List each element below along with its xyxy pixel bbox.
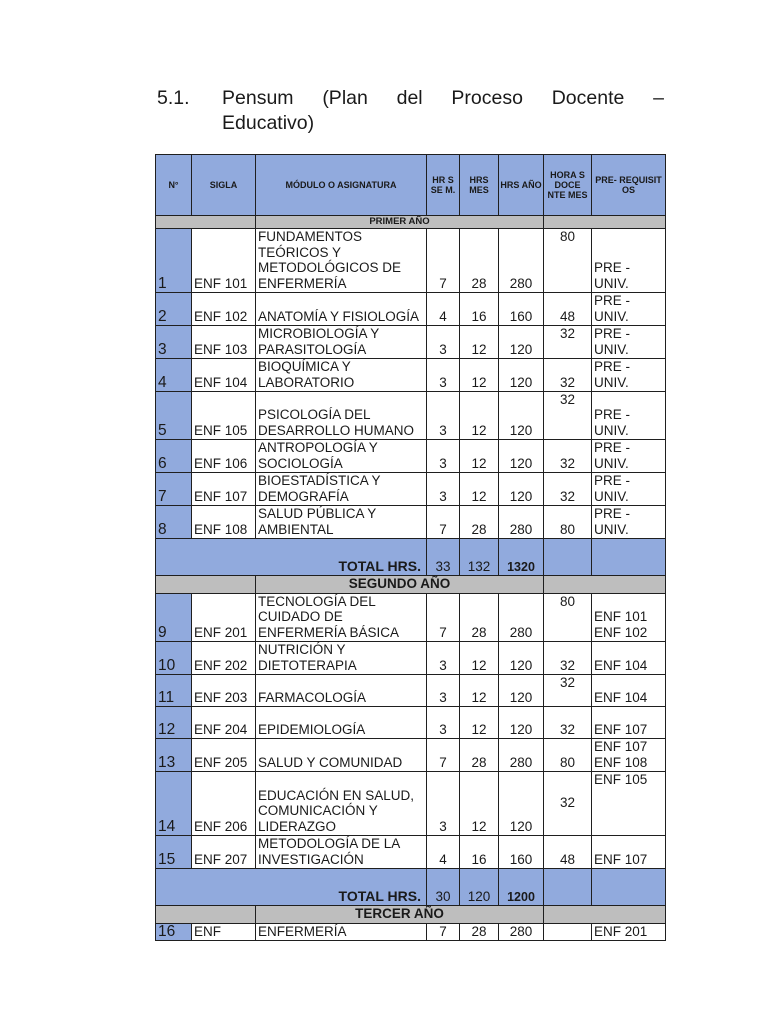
row-module-name: ANATOMÍA Y FISIOLOGÍA [256,293,427,326]
row-hours-year: 160 [499,836,544,869]
row-number: 10 [156,642,192,675]
row-sigla: ENF 205 [192,739,256,772]
row-module-name: EPIDEMIOLOGÍA [256,707,427,739]
section-heading-line-2: Educativo) [222,112,315,134]
row-hours-year: 120 [499,440,544,473]
row-hours-week: 4 [427,836,460,869]
year-separator-blank [544,216,666,229]
row-hours-week: 7 [427,739,460,772]
row-hours-month: 16 [460,836,499,869]
total-hours-month: 132 [460,539,499,576]
year-separator-blank [156,906,256,924]
row-prerequisites: PRE - UNIV. [592,392,666,440]
column-header: N° [156,155,192,216]
row-hours-week: 3 [427,642,460,675]
row-module-name: PSICOLOGÍA DEL DESARROLLO HUMANO [256,392,427,440]
row-sigla: ENF 103 [192,326,256,359]
year-separator-blank [156,216,256,229]
section-heading [157,86,664,136]
row-number: 7 [156,473,192,506]
table-row [156,229,666,293]
row-hours-week: 7 [427,593,460,642]
row-module-name: ANTROPOLOGÍA Y SOCIOLOGÍA [256,440,427,473]
row-hours-year: 120 [499,473,544,506]
row-sigla: ENF 107 [192,473,256,506]
row-hours-year: 280 [499,506,544,539]
section-number: 5.1. [157,87,190,109]
total-hours-year: 1320 [499,539,544,576]
row-module-name: BIOESTADÍSTICA Y DEMOGRAFÍA [256,473,427,506]
year-separator-blank [544,576,666,594]
row-sigla: ENF 206 [192,772,256,836]
row-teacher-hours-month: 32 [544,359,592,392]
table-row [156,440,666,473]
row-hours-week: 3 [427,675,460,707]
table-row [156,392,666,440]
row-sigla: ENF 204 [192,707,256,739]
row-hours-week: 7 [427,506,460,539]
row-hours-week: 4 [427,293,460,326]
row-prerequisites: PRE - UNIV. [592,440,666,473]
row-hours-week: 7 [427,229,460,293]
row-hours-year: 120 [499,675,544,707]
row-sigla: ENF 101 [192,229,256,293]
row-sigla: ENF [192,923,256,941]
row-hours-year: 280 [499,229,544,293]
year-label: SEGUNDO AÑO [256,576,544,594]
row-teacher-hours-month: 32 [544,440,592,473]
section-title-word: Docente [551,87,625,109]
total-blank [592,869,666,906]
row-teacher-hours-month: 32 [544,326,592,359]
row-prerequisites: PRE - UNIV. [592,229,666,293]
row-prerequisites: ENF 201 [592,923,666,941]
row-number: 9 [156,593,192,642]
row-hours-month: 28 [460,923,499,941]
row-hours-month: 12 [460,675,499,707]
row-number: 12 [156,707,192,739]
row-hours-year: 120 [499,707,544,739]
row-teacher-hours-month: 32 [544,707,592,739]
row-teacher-hours-month: 80 [544,229,592,293]
row-sigla: ENF 104 [192,359,256,392]
row-module-name: FUNDAMENTOS TEÓRICOS Y METODOLÓGICOS DE ENFERMERÍA [256,229,427,293]
row-number: 11 [156,675,192,707]
total-hours-year: 1200 [499,869,544,906]
row-hours-year: 120 [499,392,544,440]
row-module-name: METODOLOGÍA DE LA INVESTIGACIÓN [256,836,427,869]
table-row [156,293,666,326]
row-hours-week: 3 [427,359,460,392]
row-hours-week: 3 [427,392,460,440]
section-heading-line-1 [157,86,664,111]
row-teacher-hours-month: 32 [544,642,592,675]
row-module-name: MICROBIOLOGÍA Y PARASITOLOGÍA [256,326,427,359]
row-teacher-hours-month: 80 [544,739,592,772]
year-separator-row [156,216,666,229]
row-prerequisites: PRE - UNIV. [592,359,666,392]
row-hours-year: 160 [499,293,544,326]
row-hours-year: 120 [499,772,544,836]
row-teacher-hours-month: 32 [544,473,592,506]
row-hours-month: 12 [460,642,499,675]
row-prerequisites: PRE - UNIV. [592,326,666,359]
section-title-word: Proceso [451,87,523,109]
total-label: TOTAL HRS. [156,539,427,576]
row-hours-month: 28 [460,739,499,772]
section-title-word: del [396,87,423,109]
total-blank [544,539,592,576]
table-row [156,675,666,707]
row-number: 5 [156,392,192,440]
table-row [156,923,666,941]
row-number: 14 [156,772,192,836]
row-sigla: ENF 108 [192,506,256,539]
pensum-table-body [156,216,666,941]
row-number: 1 [156,229,192,293]
row-number: 3 [156,326,192,359]
row-sigla: ENF 202 [192,642,256,675]
row-teacher-hours-month: 80 [544,506,592,539]
row-module-name: BIOQUÍMICA Y LABORATORIO [256,359,427,392]
row-hours-year: 120 [499,642,544,675]
year-separator-row [156,906,666,924]
row-sigla: ENF 203 [192,675,256,707]
year-separator-blank [156,576,256,594]
row-teacher-hours-month: 48 [544,836,592,869]
row-prerequisites: ENF 107 ENF 108 [592,739,666,772]
row-hours-week: 7 [427,923,460,941]
row-hours-month: 12 [460,392,499,440]
total-row [156,869,666,906]
row-sigla: ENF 102 [192,293,256,326]
table-row [156,707,666,739]
row-prerequisites: ENF 105 [592,772,666,836]
row-hours-month: 28 [460,506,499,539]
year-label: PRIMER AÑO [256,216,544,229]
row-sigla: ENF 105 [192,392,256,440]
column-header: HRS AÑO [499,155,544,216]
row-number: 8 [156,506,192,539]
row-hours-month: 12 [460,359,499,392]
row-prerequisites: PRE - UNIV. [592,293,666,326]
row-hours-month: 16 [460,293,499,326]
row-prerequisites: PRE - UNIV. [592,473,666,506]
row-hours-month: 28 [460,593,499,642]
column-header: HR S SE M. [427,155,460,216]
row-hours-year: 120 [499,326,544,359]
row-hours-month: 12 [460,707,499,739]
table-row [156,359,666,392]
column-header: SIGLA [192,155,256,216]
total-label: TOTAL HRS. [156,869,427,906]
column-header: PRE- REQUISIT OS [592,155,666,216]
row-prerequisites: ENF 104 [592,675,666,707]
table-row [156,642,666,675]
section-title-words [222,86,664,111]
row-prerequisites: ENF 104 [592,642,666,675]
table-row [156,593,666,642]
table-row [156,326,666,359]
row-number: 15 [156,836,192,869]
row-hours-week: 3 [427,772,460,836]
row-hours-month: 12 [460,440,499,473]
row-number: 2 [156,293,192,326]
row-module-name: FARMACOLOGÍA [256,675,427,707]
row-number: 4 [156,359,192,392]
row-teacher-hours-month: 80 [544,593,592,642]
row-number: 6 [156,440,192,473]
row-hours-week: 3 [427,326,460,359]
total-hours-week: 30 [427,869,460,906]
row-module-name: NUTRICIÓN Y DIETOTERAPIA [256,642,427,675]
row-teacher-hours-month [544,923,592,941]
section-title-word: – [653,87,664,109]
row-hours-month: 12 [460,772,499,836]
table-row [156,739,666,772]
row-hours-week: 3 [427,707,460,739]
total-blank [592,539,666,576]
row-prerequisites: ENF 107 [592,707,666,739]
row-hours-year: 280 [499,593,544,642]
column-header: HRS MES [460,155,499,216]
row-teacher-hours-month: 32 [544,772,592,836]
row-module-name: EDUCACIÓN EN SALUD, COMUNICACIÓN Y LIDERAZGO [256,772,427,836]
table-row [156,772,666,836]
table-row [156,836,666,869]
column-header: HORA S DOCE NTE MES [544,155,592,216]
row-teacher-hours-month: 32 [544,675,592,707]
year-separator-row [156,576,666,594]
row-hours-month: 28 [460,229,499,293]
row-prerequisites: ENF 101 ENF 102 [592,593,666,642]
row-hours-month: 12 [460,473,499,506]
row-hours-year: 120 [499,359,544,392]
section-title-word: Pensum [222,87,294,109]
row-hours-month: 12 [460,326,499,359]
total-blank [544,869,592,906]
row-sigla: ENF 106 [192,440,256,473]
row-hours-year: 280 [499,739,544,772]
table-row [156,473,666,506]
section-title-word: (Plan [322,87,368,109]
row-prerequisites: PRE - UNIV. [592,506,666,539]
total-hours-month: 120 [460,869,499,906]
row-module-name: TECNOLOGÍA DEL CUIDADO DE ENFERMERÍA BÁSICA [256,593,427,642]
row-module-name: ENFERMERÍA [256,923,427,941]
row-module-name: SALUD Y COMUNIDAD [256,739,427,772]
row-hours-week: 3 [427,440,460,473]
column-header: MÓDULO O ASIGNATURA [256,155,427,216]
pensum-table [155,154,666,941]
year-label: TERCER AÑO [256,906,544,924]
table-header-row [156,155,666,216]
year-separator-blank [544,906,666,924]
row-number: 16 [156,923,192,941]
row-hours-year: 280 [499,923,544,941]
total-hours-week: 33 [427,539,460,576]
row-sigla: ENF 201 [192,593,256,642]
row-hours-week: 3 [427,473,460,506]
row-teacher-hours-month: 32 [544,392,592,440]
table-row [156,506,666,539]
total-row [156,539,666,576]
row-teacher-hours-month: 48 [544,293,592,326]
row-sigla: ENF 207 [192,836,256,869]
row-module-name: SALUD PÚBLICA Y AMBIENTAL [256,506,427,539]
row-number: 13 [156,739,192,772]
row-prerequisites: ENF 107 [592,836,666,869]
